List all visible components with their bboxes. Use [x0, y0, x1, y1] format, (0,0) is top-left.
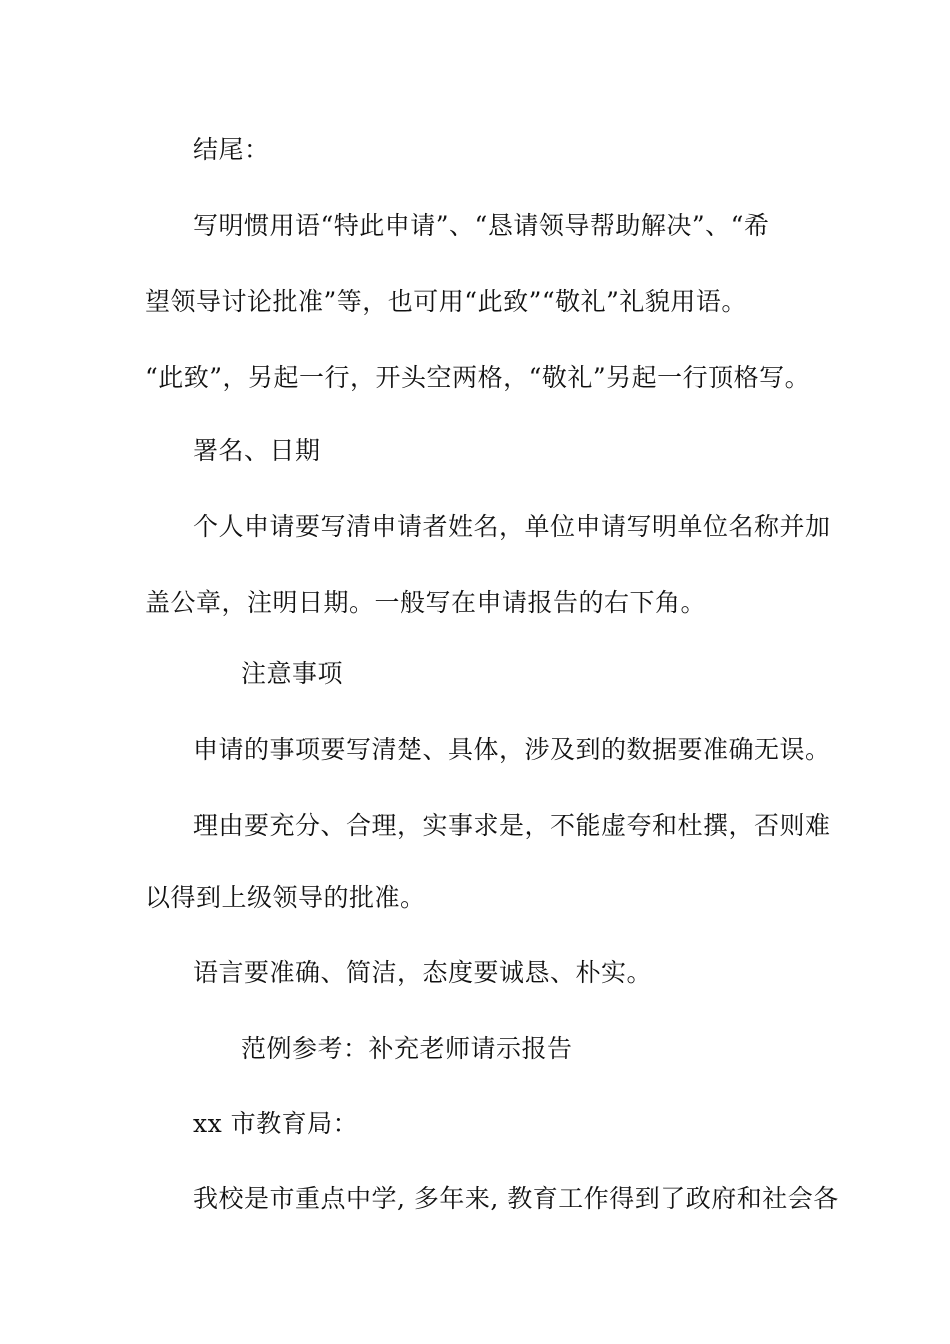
- paragraph-line: 语言要准确、简洁，态度要诚恳、朴实。: [193, 958, 653, 987]
- paragraph-line: 理由要充分、合理，实事求是，不能虚夸和杜撰，否则难: [193, 811, 831, 840]
- paragraph-line: 以得到上级领导的批准。: [145, 883, 426, 912]
- paragraph-line: “此致”，另起一行，开头空两格，“敬礼”另起一行顶格写。: [145, 363, 811, 392]
- paragraph-line: 我校是市重点中学, 多年来, 教育工作得到了政府和社会各: [193, 1184, 839, 1213]
- letter-salutation: xx 市教育局：: [193, 1109, 359, 1138]
- section-heading-ending: 结尾：: [193, 135, 270, 164]
- section-heading-example: 范例参考：补充老师请示报告: [241, 1034, 573, 1063]
- section-heading-signature-date: 署名、日期: [193, 436, 321, 465]
- paragraph-line: 写明惯用语“特此申请”、“恳请领导帮助解决”、“希: [193, 211, 770, 240]
- paragraph-line: 望领导讨论批准”等，也可用“此致”“敬礼”礼貌用语。: [145, 287, 747, 316]
- section-heading-notes: 注意事项: [241, 659, 344, 688]
- paragraph-line: 申请的事项要写清楚、具体，涉及到的数据要准确无误。: [193, 735, 831, 764]
- paragraph-line: 个人申请要写清申请者姓名，单位申请写明单位名称并加: [193, 512, 831, 541]
- paragraph-line: 盖公章，注明日期。一般写在申请报告的右下角。: [145, 588, 707, 617]
